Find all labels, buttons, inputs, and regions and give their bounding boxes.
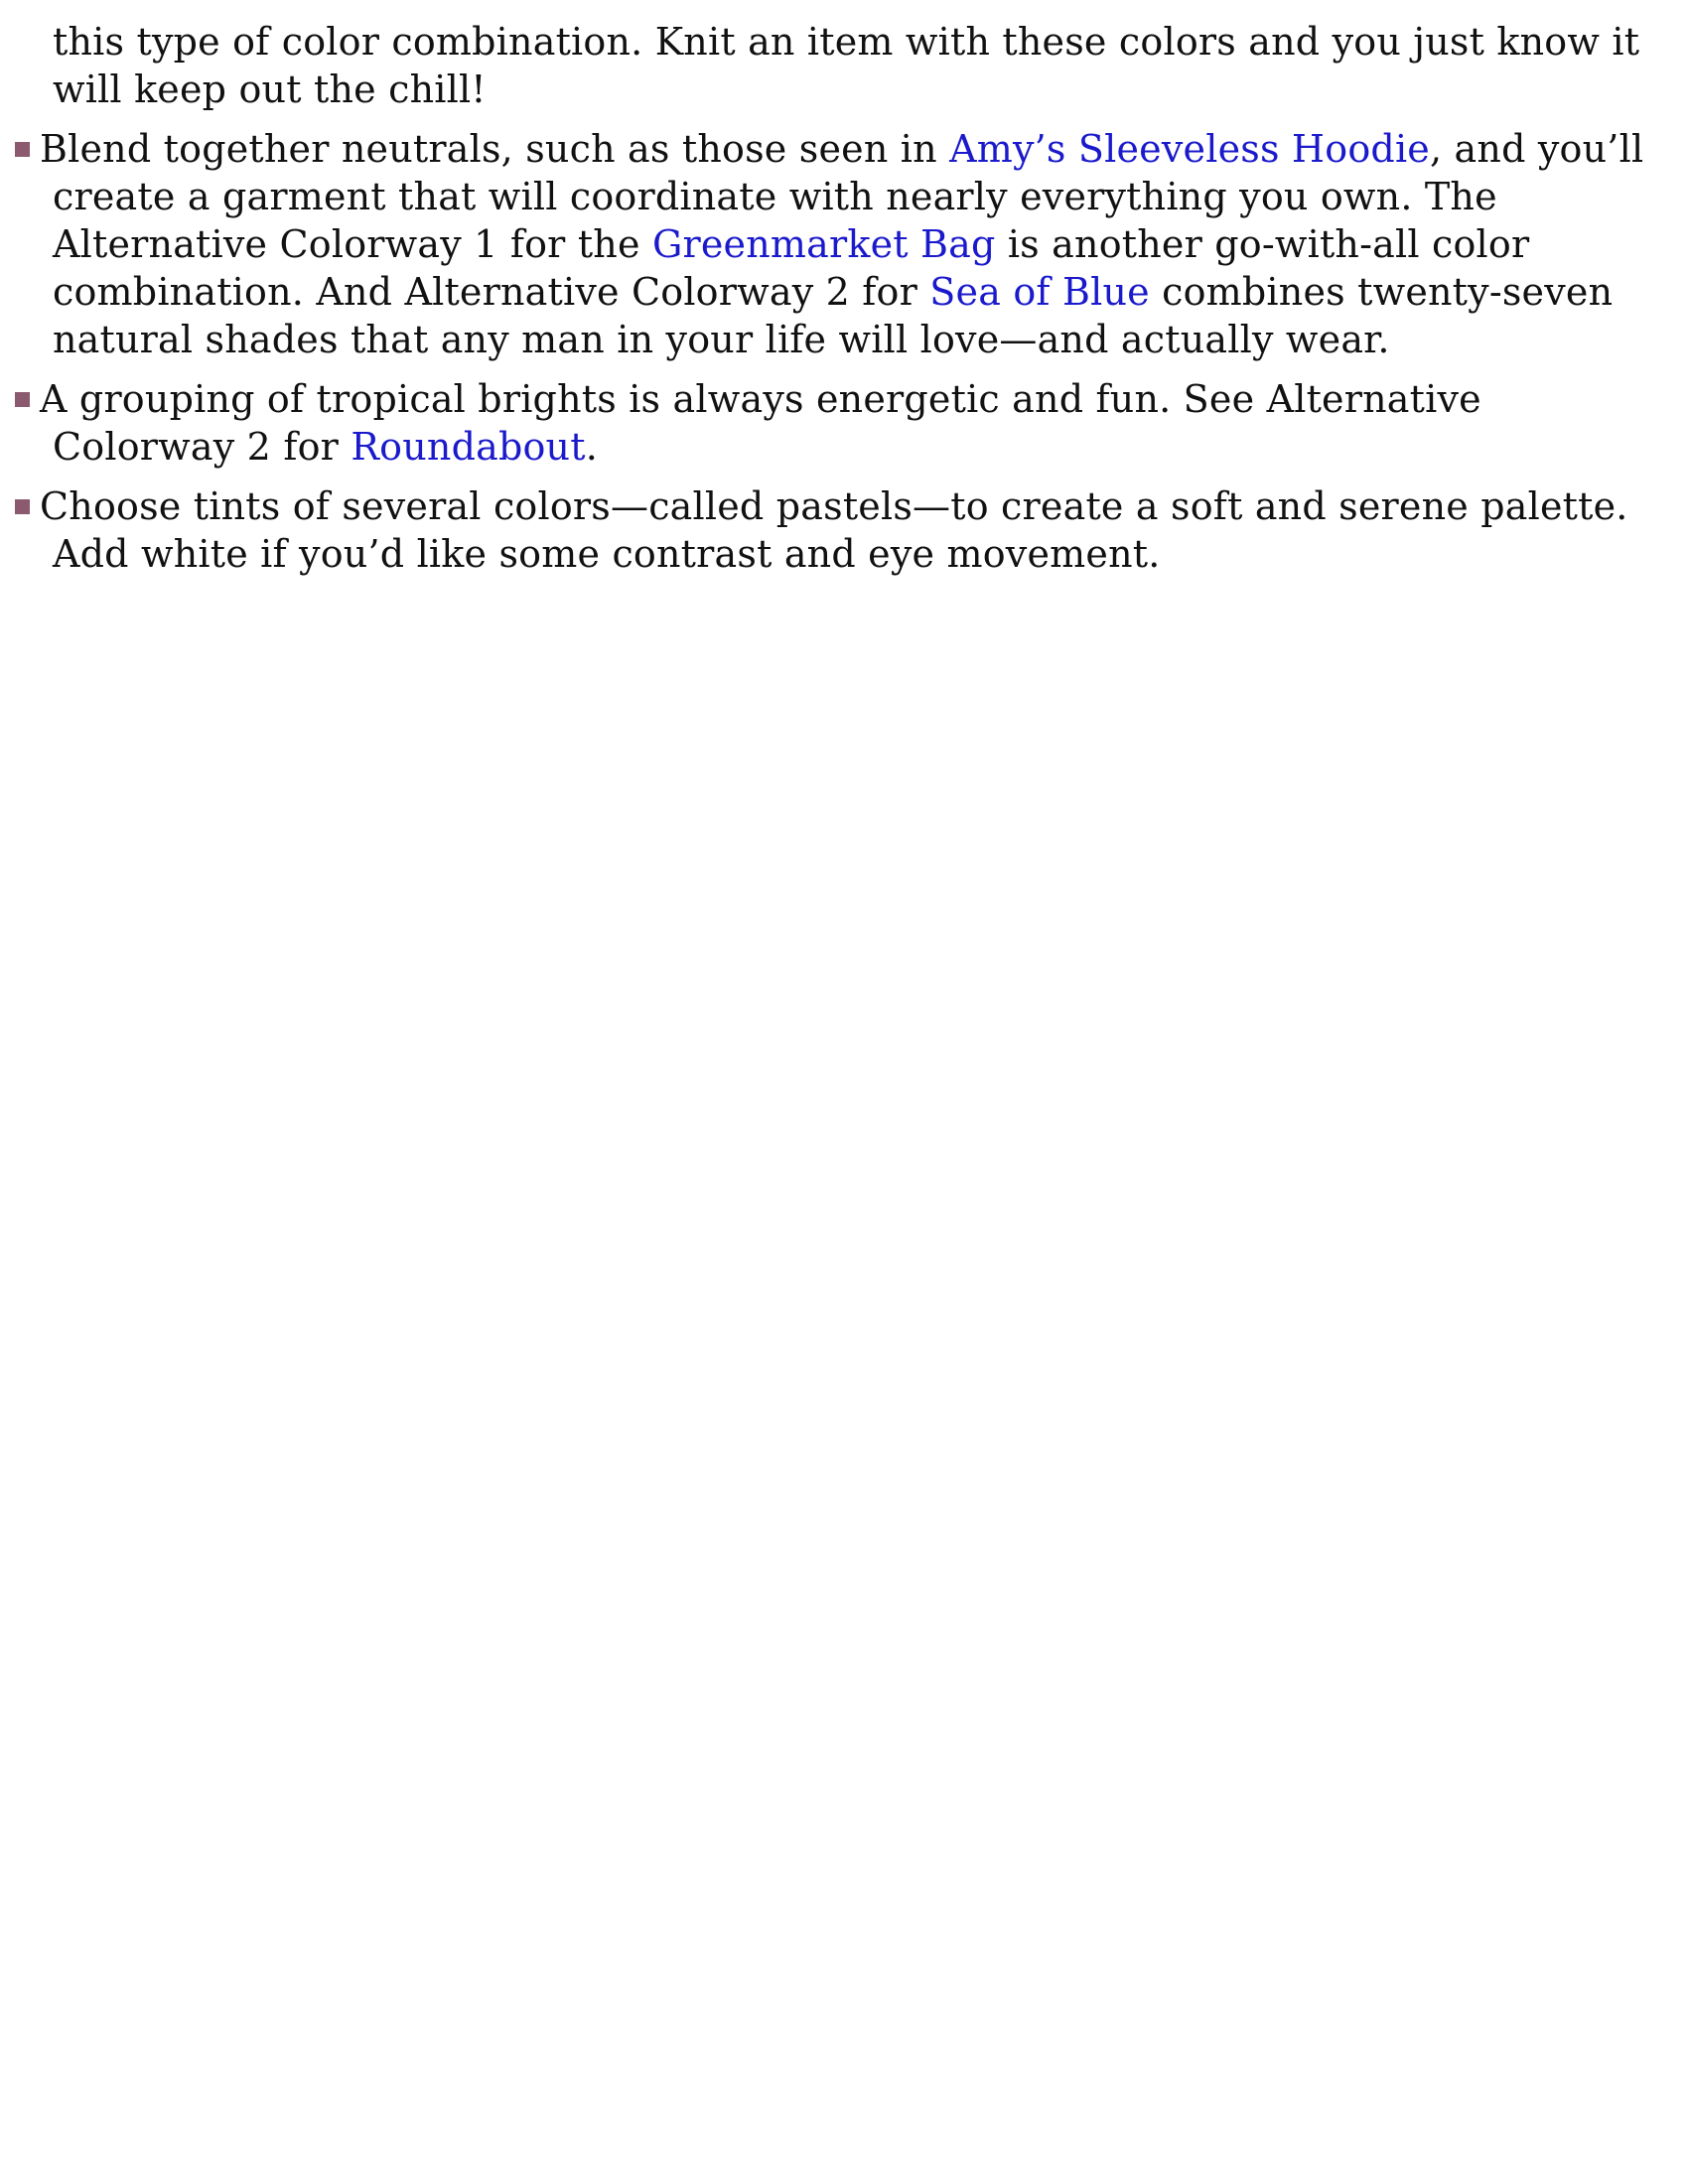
text-run: , and you’ll create a garment that will coordinate with nearly everything you own. The Alternative Colorway 1 for the	[53, 127, 1644, 266]
text-run: A grouping of tropical brights is always energetic and fun. See Alternative Colorway 2 for	[40, 377, 1481, 469]
continued-paragraph: this type of color combination. Knit an item with these colors and you just know it will keep out the chill!	[53, 20, 1640, 111]
text-run: is another go-with-all color combination. And Alternative Colorway 2 for	[53, 222, 1530, 314]
bullet-text: Choose tints of several colors—called pastels—to create a soft and serene palette. Add white if you’d like some contrast and eye movement.	[40, 484, 1628, 576]
square-bullet-icon	[15, 142, 30, 157]
body-text	[0, 18, 1668, 590]
link-greenmarket-bag[interactable]: Greenmarket Bag	[651, 222, 996, 266]
square-bullet-icon	[15, 392, 30, 407]
text-run: combines twenty-seven natural shades that any man in your life will love—and actually wear.	[53, 270, 1614, 361]
bullet-item-tropical-brights	[0, 375, 1668, 471]
link-amys-sleeveless-hoodie[interactable]: Amy’s Sleeveless Hoodie	[949, 127, 1430, 171]
bullet-text	[40, 377, 1481, 469]
link-roundabout[interactable]: Roundabout	[351, 425, 586, 469]
text-run: Blend together neutrals, such as those seen in	[40, 127, 950, 171]
link-sea-of-blue[interactable]: Sea of Blue	[929, 270, 1150, 314]
bullet-text	[40, 127, 1643, 361]
text-run: .	[585, 425, 598, 469]
square-bullet-icon	[15, 499, 30, 514]
bullet-item-pastels	[0, 482, 1668, 578]
bullet-item-neutrals	[0, 125, 1668, 363]
